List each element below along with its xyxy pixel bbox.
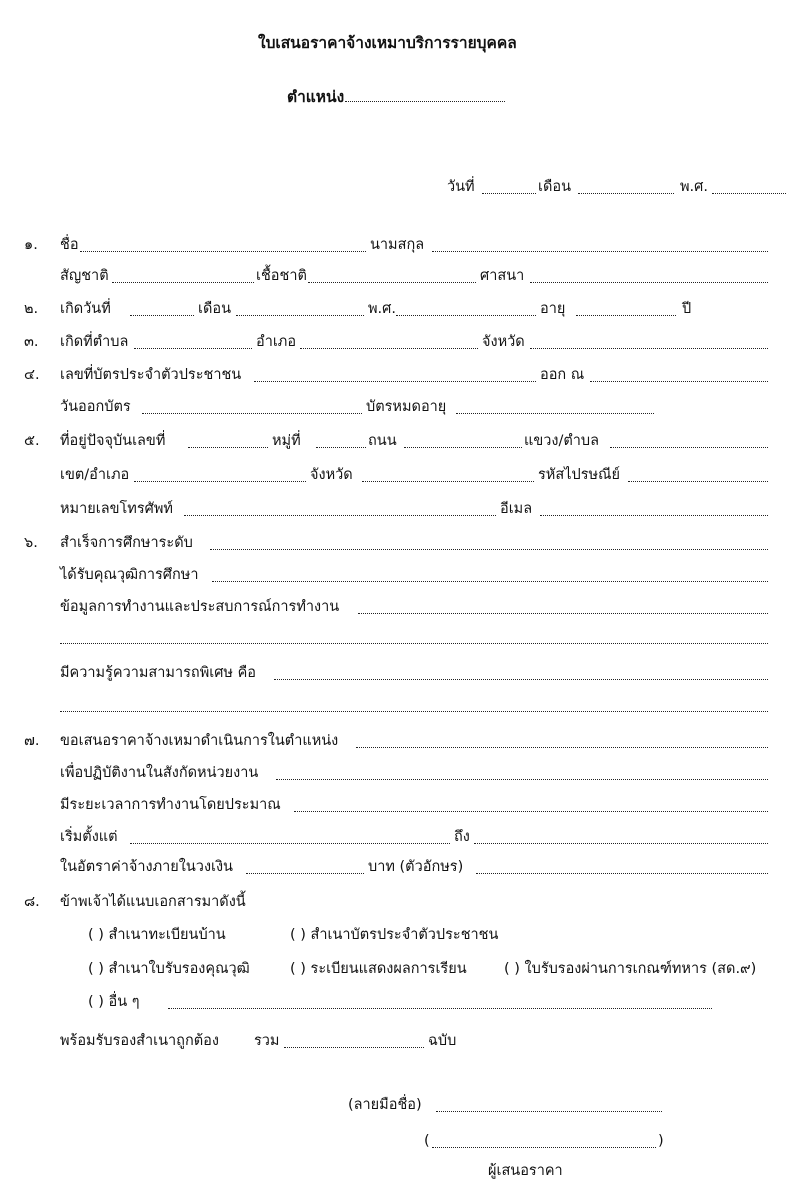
s6-number: ๖.: [24, 535, 38, 551]
s7-baht-words-field[interactable]: [476, 858, 768, 874]
s8-doc-military-cert-checkbox[interactable]: ( ) ใบรับรองผ่านการเกณฑ์ทหาร (สด.๙): [504, 961, 757, 977]
s8-doc-transcript-checkbox[interactable]: ( ) ระเบียนแสดงผลการเรียน: [290, 961, 467, 977]
s5-row-2: [0, 466, 800, 486]
s7-rate-label: ในอัตราค่าจ้างภายในวงเงิน: [60, 859, 233, 875]
s7-offer-field[interactable]: [356, 732, 768, 748]
s6-experience-field[interactable]: [358, 598, 768, 614]
s5-moo-field[interactable]: [316, 432, 366, 448]
s5-road-label: ถนน: [368, 433, 397, 449]
s5-row-3: [0, 500, 800, 520]
s7-row-5: [0, 858, 800, 878]
s7-number: ๗.: [24, 733, 40, 749]
s4-idcard-label: เลขที่บัตรประจำตัวประชาชน: [60, 367, 242, 383]
s5-address-label: ที่อยู่ปัจจุบันเลขที่: [60, 433, 166, 449]
s8-doc-other-field[interactable]: [168, 993, 712, 1009]
s6-row-2: [0, 566, 800, 586]
printed-name-field[interactable]: [432, 1132, 656, 1148]
date-day-label: วันที่: [447, 179, 475, 195]
s5-email-label: อีเมล: [500, 501, 533, 517]
s2-month-field[interactable]: [236, 300, 364, 316]
s4-number: ๔.: [24, 367, 40, 383]
s5-road-field[interactable]: [404, 432, 522, 448]
s1-surname-label: นามสกุล: [370, 237, 425, 253]
signature-label: (ลายมือชื่อ): [348, 1097, 422, 1113]
s1-number: ๑.: [24, 237, 38, 253]
s6-skills-label: มีความรู้ความสามารถพิเศษ คือ: [60, 665, 256, 681]
date-year-field[interactable]: [712, 178, 786, 194]
s2-years-label: ปี: [682, 301, 692, 317]
s2-born-label: เกิดวันที่: [60, 301, 111, 317]
s3-district-field[interactable]: [300, 333, 478, 349]
s1-race-label: เชื้อชาติ: [256, 268, 307, 284]
s8-copies-label: ฉบับ: [428, 1033, 457, 1049]
s1-surname-field[interactable]: [432, 236, 768, 252]
s7-to-field[interactable]: [474, 828, 768, 844]
s7-start-label: เริ่มตั้งแต่: [60, 829, 118, 845]
s5-phone-field[interactable]: [184, 500, 496, 516]
date-month-label: เดือน: [538, 179, 571, 195]
s4-issued-at-field[interactable]: [590, 366, 768, 382]
s8-certify-label: พร้อมรับรองสำเนาถูกต้อง: [60, 1033, 219, 1049]
s2-month-label: เดือน: [198, 301, 231, 317]
s1-nationality-field[interactable]: [112, 267, 254, 283]
s2-year-field[interactable]: [396, 300, 536, 316]
s7-row-3: [0, 796, 800, 816]
s5-postcode-field[interactable]: [628, 466, 768, 482]
date-year-label: พ.ศ.: [680, 179, 708, 195]
s6-row-4: [0, 628, 800, 648]
s2-number: ๒.: [24, 301, 39, 317]
s2-row: [0, 300, 800, 320]
s5-moo-label: หมู่ที่: [272, 433, 301, 449]
s2-age-label: อายุ: [540, 301, 566, 317]
s6-row-3: [0, 598, 800, 618]
s4-row-1: [0, 366, 800, 386]
s1-nationality-label: สัญชาติ: [60, 268, 109, 284]
s3-number: ๓.: [24, 334, 39, 350]
s3-province-field[interactable]: [530, 333, 768, 349]
s7-to-label: ถึง: [454, 829, 470, 845]
s8-number: ๘.: [24, 894, 40, 910]
s5-address-field[interactable]: [188, 432, 268, 448]
s2-age-field[interactable]: [576, 300, 676, 316]
s7-rate-field[interactable]: [246, 858, 364, 874]
s7-row-4: [0, 828, 800, 848]
printed-name-close: ): [658, 1133, 664, 1149]
s6-experience-label: ข้อมูลการทำงานและประสบการณ์การทำงาน: [60, 599, 340, 615]
printed-name-open: (: [424, 1133, 430, 1149]
s7-row-2: [0, 764, 800, 784]
s8-doc-other-checkbox[interactable]: ( ) อื่น ๆ: [88, 994, 140, 1010]
signature-row: [0, 1096, 800, 1116]
position-heading: [287, 88, 506, 106]
s7-duration-field[interactable]: [294, 796, 768, 812]
s4-expiry-field[interactable]: [456, 398, 654, 414]
form-title: ใบเสนอราคาจ้างเหมาบริการรายบุคคล: [258, 34, 517, 52]
s6-row-1: [0, 534, 800, 554]
printed-name-row: [0, 1132, 800, 1152]
s3-subdistrict-label: เกิดที่ตำบล: [60, 334, 129, 350]
s3-subdistrict-field[interactable]: [134, 333, 252, 349]
s4-expiry-label: บัตรหมดอายุ: [366, 399, 447, 415]
s6-skills-field[interactable]: [274, 664, 768, 680]
s5-khet-field[interactable]: [134, 466, 306, 482]
s7-baht-label: บาท (ตัวอักษร): [368, 859, 464, 875]
s8-doc-house-registration-checkbox[interactable]: ( ) สำเนาทะเบียนบ้าน: [88, 927, 226, 943]
s6-edu-field[interactable]: [210, 534, 768, 550]
position-field[interactable]: [345, 100, 505, 102]
s3-row: [0, 333, 800, 353]
s8-row-5: [0, 1032, 800, 1052]
s8-copies-field[interactable]: [284, 1032, 424, 1048]
s8-row-2: [0, 926, 800, 946]
position-label: ตำแหน่ง: [287, 88, 345, 106]
s7-unit-field[interactable]: [276, 764, 768, 780]
date-row: [0, 178, 800, 198]
s6-row-5: [0, 664, 800, 684]
s6-degree-label: ได้รับคุณวุฒิการศึกษา: [60, 567, 199, 583]
date-month-field[interactable]: [578, 178, 674, 194]
s1-row-1: [0, 236, 800, 256]
s5-province-field[interactable]: [362, 466, 534, 482]
s4-issued-at-label: ออก ณ: [540, 367, 585, 383]
s5-province-label: จังหวัด: [310, 467, 353, 483]
s5-email-field[interactable]: [540, 500, 768, 516]
s7-offer-label: ขอเสนอราคาจ้างเหมาดำเนินการในตำแหน่ง: [60, 733, 339, 749]
s7-start-field[interactable]: [130, 828, 450, 844]
s5-khwaeng-label: แขวง/ตำบล: [524, 433, 600, 449]
s5-phone-label: หมายเลขโทรศัพท์: [60, 501, 173, 517]
s7-row-1: [0, 732, 800, 752]
s5-khwaeng-field[interactable]: [610, 432, 768, 448]
s2-year-label: พ.ศ.: [368, 301, 396, 317]
signature-field[interactable]: [436, 1096, 662, 1112]
date-day-field[interactable]: [482, 178, 536, 194]
s6-row-6: [0, 696, 800, 716]
s1-name-field[interactable]: [80, 236, 366, 252]
s5-postcode-label: รหัสไปรษณีย์: [538, 467, 620, 483]
s8-total-label: รวม: [254, 1033, 280, 1049]
s6-experience-field-2[interactable]: [60, 628, 768, 644]
s5-khet-label: เขต/อำเภอ: [60, 467, 130, 483]
s8-doc-degree-cert-checkbox[interactable]: ( ) สำเนาใบรับรองคุณวุฒิ: [88, 961, 250, 977]
s8-row-3: [0, 960, 800, 980]
s8-row-1: [0, 893, 800, 913]
s4-row-2: [0, 398, 800, 418]
s4-idcard-field[interactable]: [254, 366, 536, 382]
signer-role: ผู้เสนอราคา: [488, 1163, 563, 1179]
s8-doc-id-card-checkbox[interactable]: ( ) สำเนาบัตรประจำตัวประชาชน: [290, 927, 499, 943]
s7-duration-label: มีระยะเวลาการทำงานโดยประมาณ: [60, 797, 281, 813]
role-row: [0, 1162, 800, 1182]
s1-race-field[interactable]: [308, 267, 476, 283]
s8-row-4: [0, 993, 800, 1013]
s4-issue-date-label: วันออกบัตร: [60, 399, 131, 415]
s5-number: ๕.: [24, 433, 40, 449]
s1-religion-label: ศาสนา: [480, 268, 525, 284]
s3-district-label: อำเภอ: [256, 334, 297, 350]
s4-issue-date-field[interactable]: [142, 398, 362, 414]
s1-religion-field[interactable]: [530, 267, 768, 283]
s2-day-field[interactable]: [130, 300, 194, 316]
s5-row-1: [0, 432, 800, 452]
s3-province-label: จังหวัด: [482, 334, 525, 350]
s1-name-label: ชื่อ: [60, 237, 79, 253]
s6-skills-field-2[interactable]: [60, 696, 768, 712]
s6-edu-label: สำเร็จการศึกษาระดับ: [60, 535, 193, 551]
s6-degree-field[interactable]: [212, 566, 768, 582]
s7-unit-label: เพื่อปฏิบัติงานในสังกัดหน่วยงาน: [60, 765, 259, 781]
s8-attach-label: ข้าพเจ้าได้แนบเอกสารมาดังนี้: [60, 894, 246, 910]
s1-row-2: [0, 267, 800, 287]
